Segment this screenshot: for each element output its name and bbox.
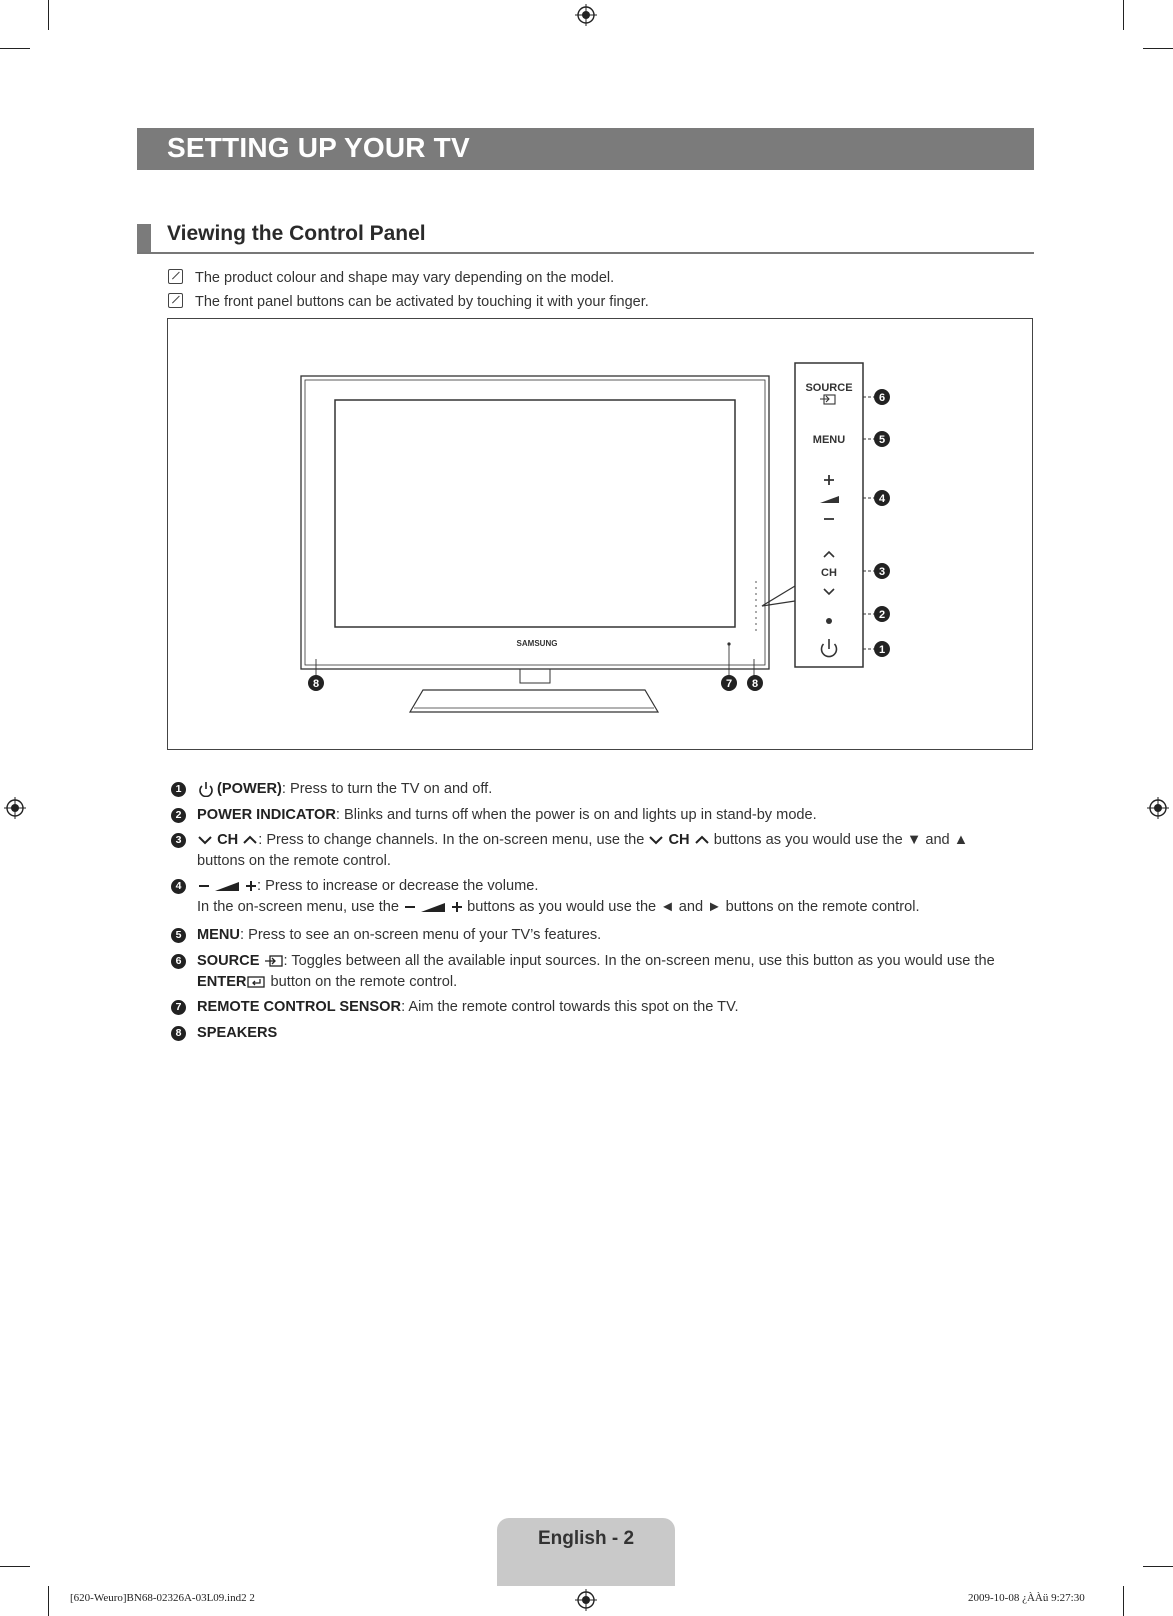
chevron-up-icon bbox=[694, 834, 710, 846]
note-icon bbox=[168, 293, 183, 308]
crop-mark bbox=[48, 0, 49, 30]
item-text: button on the remote control. bbox=[270, 974, 458, 990]
note-text: The front panel buttons can be activated by touching it with your finger. bbox=[195, 294, 649, 310]
item-text: : Press to turn the TV on and off. bbox=[281, 781, 493, 797]
source-input-icon bbox=[264, 954, 284, 968]
item-number: 6 bbox=[171, 954, 186, 969]
item-text: : Aim the remote control towards this spot on the TV. bbox=[401, 999, 739, 1015]
item-label: SOURCE bbox=[197, 953, 260, 969]
registration-mark-icon bbox=[4, 797, 26, 819]
section-header bbox=[137, 222, 1034, 254]
section-marker bbox=[137, 224, 151, 252]
item-label: CH bbox=[217, 832, 239, 848]
chevron-down-icon bbox=[648, 834, 664, 846]
menu-label: MENU bbox=[812, 434, 846, 446]
ch-label: CH bbox=[821, 567, 837, 579]
registration-mark-icon bbox=[1147, 797, 1169, 819]
crop-mark bbox=[1123, 1586, 1124, 1616]
tv-illustration bbox=[168, 319, 1034, 751]
page-title-bar bbox=[137, 128, 1034, 170]
item-text: In the on-screen menu, use the bbox=[197, 899, 400, 915]
item-number: 8 bbox=[171, 1026, 186, 1041]
callout-number: 4 bbox=[878, 493, 886, 505]
note bbox=[168, 291, 649, 310]
chevron-up-icon bbox=[242, 834, 258, 846]
print-slug-right: 2009-10-08 ¿ÀÀü 9:27:30 bbox=[968, 1592, 1085, 1604]
item-label: SPEAKERS bbox=[197, 1025, 278, 1041]
callout-number: 3 bbox=[878, 566, 886, 578]
volume-icon bbox=[197, 879, 257, 893]
source-label: SOURCE bbox=[805, 382, 853, 394]
section-title: Viewing the Control Panel bbox=[167, 222, 426, 245]
crop-mark bbox=[1143, 48, 1173, 49]
callout-number: 6 bbox=[878, 392, 886, 404]
enter-icon bbox=[246, 975, 266, 989]
power-icon bbox=[197, 781, 215, 797]
item-number: 5 bbox=[171, 928, 186, 943]
item-number: 4 bbox=[171, 879, 186, 894]
list-item bbox=[171, 876, 1031, 920]
item-label: POWER INDICATOR bbox=[197, 807, 336, 823]
list-item bbox=[171, 951, 1031, 995]
callout-number: 2 bbox=[878, 609, 886, 621]
list-item bbox=[171, 830, 1031, 874]
item-number: 1 bbox=[171, 782, 186, 797]
page-number-tab bbox=[497, 1518, 675, 1586]
item-text: : Toggles between all the available input sources. In the on-screen menu, use this button as you would use the bbox=[283, 953, 995, 969]
note-text: The product colour and shape may vary depending on the model. bbox=[195, 270, 615, 286]
callout-number: 7 bbox=[725, 678, 733, 690]
item-number: 2 bbox=[171, 808, 186, 823]
chevron-down-icon bbox=[197, 834, 213, 846]
page-number: English - 2 bbox=[537, 1528, 635, 1549]
volume-icon bbox=[403, 900, 463, 914]
item-text: buttons as you would use the ◄ and ► buttons on the remote control. bbox=[467, 899, 920, 915]
item-label: (POWER) bbox=[217, 781, 282, 797]
item-label: ENTER bbox=[197, 974, 247, 990]
page-title: SETTING UP YOUR TV bbox=[167, 132, 470, 163]
power-indicator-icon bbox=[826, 618, 832, 624]
item-text: : Press to increase or decrease the volume. bbox=[257, 878, 539, 894]
item-text: : Press to see an on-screen menu of your TV’s features. bbox=[239, 927, 602, 943]
item-label: CH bbox=[668, 832, 690, 848]
callout-number: 1 bbox=[878, 644, 886, 656]
brand-logo: SAMSUNG bbox=[516, 639, 558, 648]
callout-number: 8 bbox=[751, 678, 759, 690]
callout-number: 5 bbox=[878, 434, 886, 446]
crop-mark bbox=[1123, 0, 1124, 30]
item-text: : Blinks and turns off when the power is on and lights up in stand-by mode. bbox=[335, 807, 817, 823]
crop-mark bbox=[0, 48, 30, 49]
registration-mark-icon bbox=[575, 4, 597, 26]
callout-number: 8 bbox=[312, 678, 320, 690]
item-label: MENU bbox=[197, 927, 240, 943]
control-panel-diagram bbox=[167, 318, 1033, 750]
crop-mark bbox=[0, 1566, 30, 1567]
item-text: : Press to change channels. In the on-screen menu, use the bbox=[258, 832, 645, 848]
crop-mark bbox=[48, 1586, 49, 1616]
note-icon bbox=[168, 269, 183, 284]
note bbox=[168, 267, 614, 286]
crop-mark bbox=[1143, 1566, 1173, 1567]
item-text: buttons on the remote control. bbox=[197, 853, 391, 869]
item-label: REMOTE CONTROL SENSOR bbox=[197, 999, 402, 1015]
item-number: 7 bbox=[171, 1000, 186, 1015]
print-slug-left: [620-Weuro]BN68-02326A-03L09.ind2 2 bbox=[70, 1592, 255, 1604]
item-text: buttons as you would use the ▼ and ▲ bbox=[713, 832, 969, 848]
item-number: 3 bbox=[171, 833, 186, 848]
registration-mark-icon bbox=[575, 1589, 597, 1611]
